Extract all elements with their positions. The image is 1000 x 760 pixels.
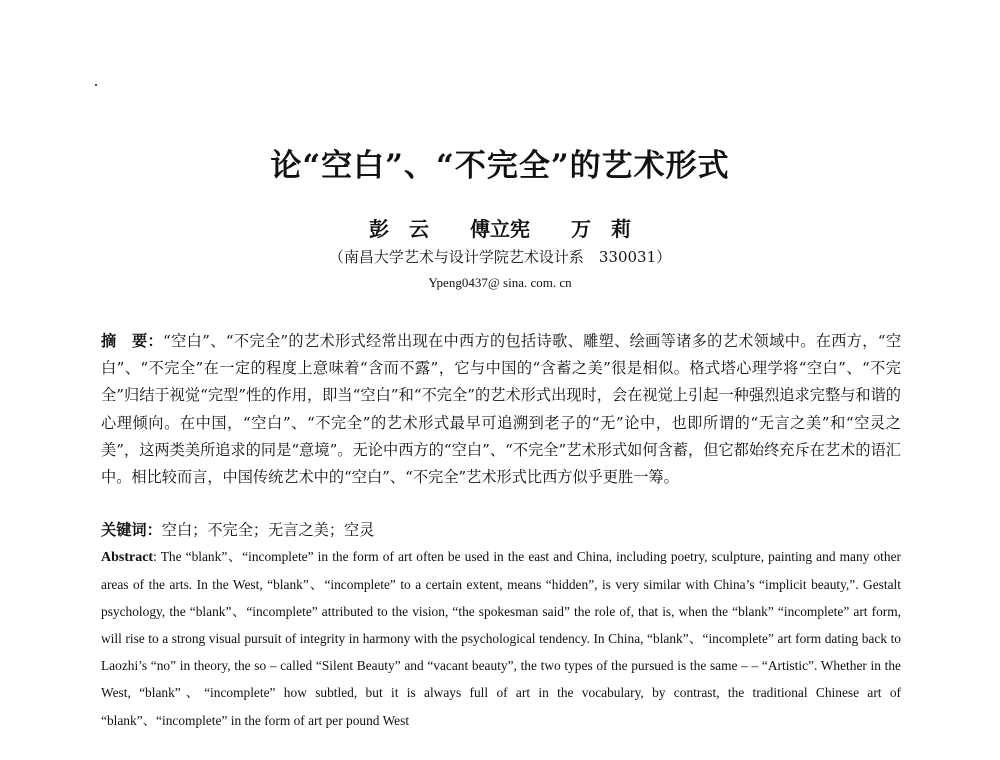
english-abstract bbox=[101, 543, 901, 734]
keywords-label: 关键词： bbox=[101, 521, 162, 539]
english-abstract-text: : The “blank”、“incomplete” in the form of art often be used in the east and China, including poetry, sculpture, painting and many other areas of the arts. In the West, “blank”、“incomplete” to a certain extent, means “hidden”, is very similar with China’s “implicit beauty,”. Gestalt psychology, the “blank”、“incomplete” attributed to the vision, “the spokesman said” the role of, that is, when the “blank” “incomplete” art form, will rise to a strong visual pursuit of integrity in harmony with the psychological tendency. In China, “blank”、“incomplete” art form dating back to Laozhi’s “no” in theory, the so – called “Silent Beauty” and “vacant beauty”, the two types of the pursued is the same – – “Artistic”. Whether in the West, “blank”、“incomplete” how subtled, but it is always full of art in the vocabulary, by contrast, the traditional Chinese art of “blank”、“incomplete” in the form of art per pound West bbox=[101, 549, 901, 728]
keywords bbox=[101, 517, 901, 544]
author-name: 万 莉 bbox=[570, 217, 631, 241]
affiliation: （南昌大学艺术与设计学院艺术设计系 330031） bbox=[328, 248, 672, 266]
chinese-abstract bbox=[101, 328, 901, 491]
english-abstract-label: Abstract bbox=[101, 550, 154, 565]
scan-speck bbox=[95, 84, 97, 86]
author-name: 傅立宪 bbox=[470, 217, 530, 241]
paper-title: 论“空白”、“不完全”的艺术形式 bbox=[270, 148, 730, 184]
author-name: 彭 云 bbox=[369, 217, 430, 241]
keywords-text: 空白；不完全；无言之美；空灵 bbox=[161, 521, 375, 539]
chinese-abstract-label: 摘 要： bbox=[101, 332, 164, 350]
chinese-abstract-text: “空白”、“不完全”的艺术形式经常出现在中西方的包括诗歌、雕塑、绘画等诸多的艺术领域中。在西方，“空白”、“不完全”在一定的程度上意味着“含而不露”，它与中国的“含蓄之美”很是相似。格式塔心理学将“空白”、“不完全”归结于视觉“完型”性的作用，即当“空白”和“不完全”的艺术形式出现时，会在视觉上引起一种强烈追求完整与和谐的心理倾向。在中国，“空白”、“不完全”的艺术形式最早可追溯到老子的“无”论中，也即所谓的“无言之美”和“空灵之美”，这两类美所追求的同是“意境”。无论中西方的“空白”、“不完全”艺术形式如何含蓄，但它都始终充斥在艺术的语汇中。相比较而言，中国传统艺术中的“空白”、“不完全”艺术形式比西方似乎更胜一筹。 bbox=[101, 332, 902, 487]
author-email: Ypeng0437@ sina. com. cn bbox=[428, 275, 572, 290]
author-list bbox=[0, 215, 1000, 243]
